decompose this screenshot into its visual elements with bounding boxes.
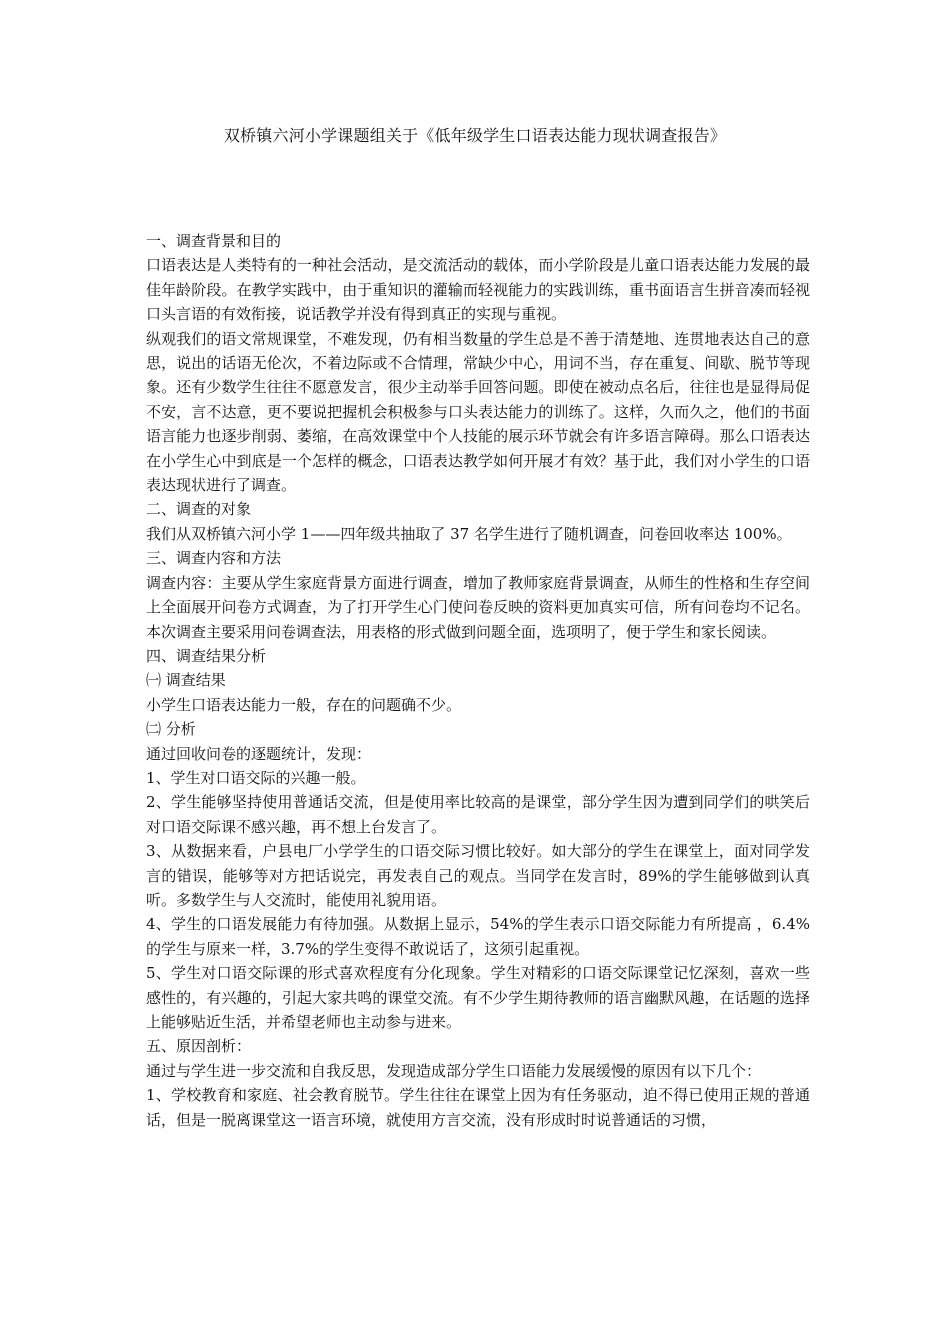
paragraph-subjects: 我们从双桥镇六河小学 1——四年级共抽取了 37 名学生进行了随机调查，问卷回收率达 100%。 [146,524,792,543]
paragraph-background-1: 口语表达是人类特有的一种社会活动，是交流活动的载体，而小学阶段是儿童口语表达能力发展的最佳年龄阶段。在教学实践中，由于重知识的灌输而轻视能力的实践训练，重书面语言生拼音凑而轻视口头言语的有效衔接，说话教学并没有得到真正的实现与重视。 [146,256,810,324]
finding-item-5: 5、学生对口语交际课的形式喜欢程度有分化现象。学生对精彩的口语交际课堂记忆深刻，喜欢一些感性的，有兴趣的，引起大家共鸣的课堂交流。有不少学生期待教师的语言幽默风趣，在话题的选择上能够贴近生活，并希望老师也主动参与进来。 [146,964,810,1031]
section-heading-methods: 三、调查内容和方法 [146,549,282,568]
document-body [146,229,810,1132]
section-heading-subjects: 二、调查的对象 [146,500,252,519]
finding-item-1: 1、学生对口语交际的兴趣一般。 [146,768,366,787]
finding-item-2: 2、学生能够坚持使用普通话交流，但是使用率比较高的是课堂，部分学生因为遭到同学们的哄笑后对口语交际课不感兴趣，再不想上台发言了。 [146,793,810,836]
paragraph-results: 小学生口语表达能力一般，存在的问题确不少。 [146,695,462,714]
subheading-results: ㈠ 调查结果 [146,671,226,690]
document-title: 双桥镇六河小学课题组关于《低年级学生口语表达能力现状调查报告》 [223,126,727,145]
finding-item-4: 4、学生的口语发展能力有待加强。从数据上显示，54%的学生表示口语交际能力有所提高 ，6.4%的学生与原来一样，3.7%的学生变得不敢说话了，这须引起重视。 [146,915,810,958]
section-heading-background: 一、调查背景和目的 [146,232,282,250]
cause-item-1: 1、学校教育和家庭、社会教育脱节。学生往往在课堂上因为有任务驱动，迫不得已使用正规的普通话，但是一脱离课堂这一语言环境，就使用方言交流，没有形成时时说普通话的习惯， [146,1086,810,1129]
finding-item-3: 3、从数据来看，户县电厂小学学生的口语交际习惯比较好。如大部分的学生在课堂上，面对同学发言的错误，能够等对方把话说完，再发表自己的观点。当同学在发言时，89%的学生能够做到认真听。多数学生与人交流时，能使用礼貌用语。 [146,842,810,909]
section-heading-causes: 五、原因剖析： [146,1037,252,1056]
paragraph-analysis-intro: 通过回收问卷的逐题统计，发现： [146,744,372,763]
paragraph-methods: 调查内容：主要从学生家庭背景方面进行调查，增加了教师家庭背景调查，从师生的性格和生存空间上全面展开问卷方式调查，为了打开学生心门使问卷反映的资料更加真实可信，所有问卷均不记名。本次调查主要采用问卷调查法，用表格的形式做到问题全面，选项明了，便于学生和家长阅读。 [146,573,810,641]
subheading-analysis: ㈡ 分析 [146,720,196,739]
paragraph-causes-intro: 通过与学生进一步交流和自我反思，发现造成部分学生口语能力发展缓慢的原因有以下几个： [146,1061,762,1080]
paragraph-background-2: 纵观我们的语文常规课堂，不难发现，仍有相当数量的学生总是不善于清楚地、连贯地表达自己的意思，说出的话语无伦次，不着边际或不合情理，常缺少中心，用词不当，存在重复、间歇、脱节等现象。还有少数学生往往不愿意发言，很少主动举手回答问题。即使在被动点名后，往往也是显得局促不安，言不达意，更不要说把握机会积极参与口头表达能力的训练了。这样，久而久之，他们的书面语言能力也逐步削弱、萎缩，在高效课堂中个人技能的展示环节就会有许多语言障碍。那么口语表达在小学生心中到底是一个怎样的概念，口语表达教学如何开展才有效？基于此，我们对小学生的口语表达现状进行了调查。 [146,329,810,495]
section-heading-analysis: 四、调查结果分析 [146,646,267,665]
